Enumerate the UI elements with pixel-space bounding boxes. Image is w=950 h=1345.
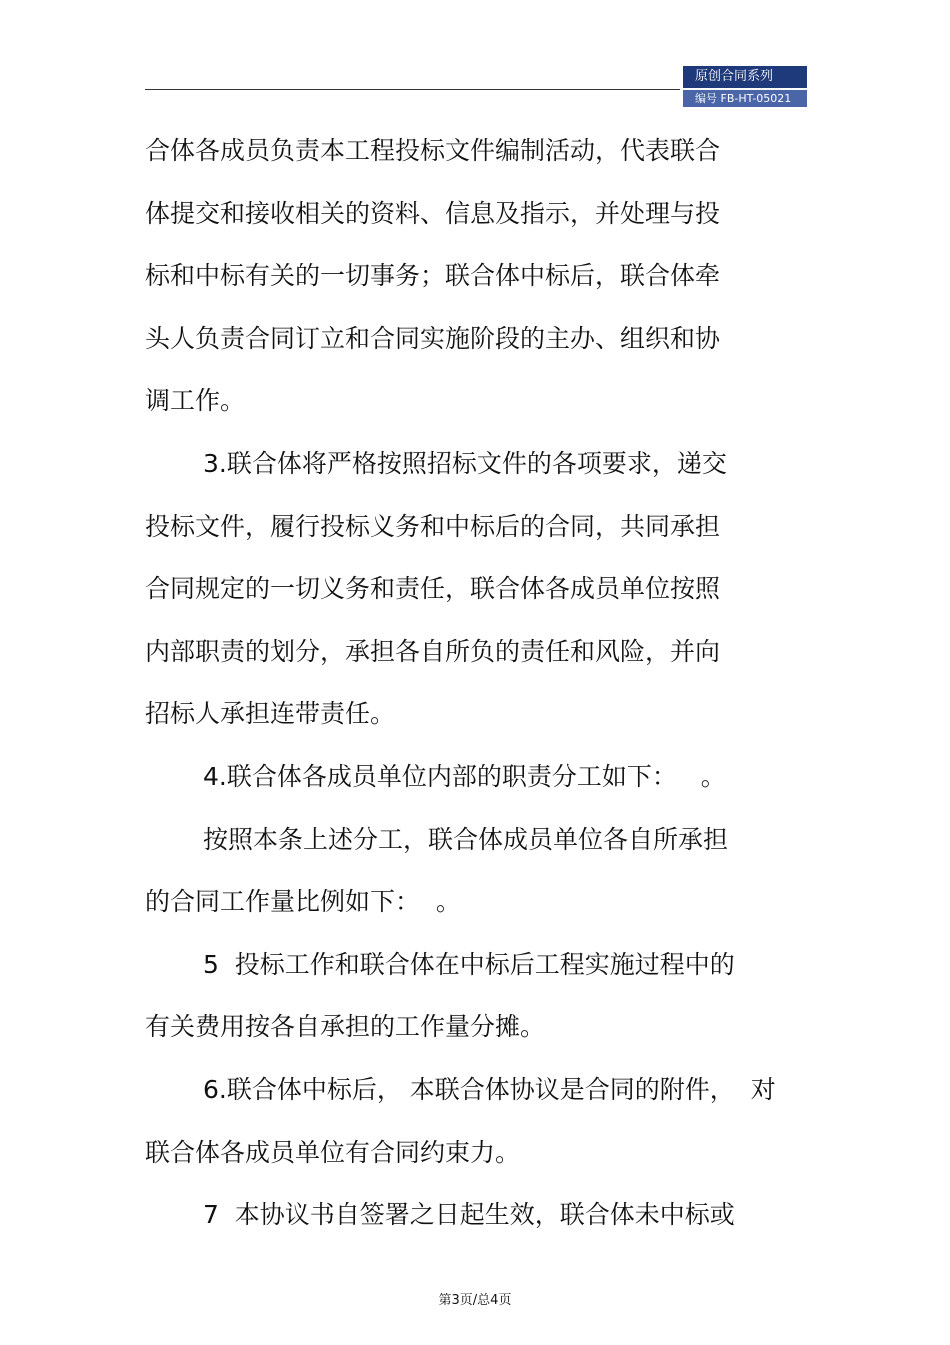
- text-line: 体提交和接收相关的资料、信息及指示，并处理与投: [145, 198, 721, 228]
- text-line: 标和中标有关的一切事务；联合体中标后，联合体牵: [145, 261, 721, 291]
- series-label: 原创合同系列: [683, 66, 807, 88]
- text-line: 5 投标工作和联合体在中标后工程实施过程中的: [203, 949, 735, 979]
- text-line: 调工作。: [145, 386, 246, 416]
- text-line: 招标人承担连带责任。: [145, 699, 396, 729]
- document-body: [145, 120, 810, 1247]
- text-line: 4.联合体各成员单位内部的职责分工如下： 。: [203, 761, 726, 791]
- text-line: 按照本条上述分工，联合体成员单位各自所承担: [203, 824, 729, 854]
- text-line: 的合同工作量比例如下： 。: [145, 887, 461, 917]
- text-line: 联合体各成员单位有合同约束力。: [145, 1137, 521, 1167]
- text-line: 合同规定的一切义务和责任，联合体各成员单位按照: [145, 574, 721, 604]
- text-line: 7 本协议书自签署之日起生效，联合体未中标或: [203, 1200, 735, 1230]
- text-line: 有关费用按各自承担的工作量分摊。: [145, 1012, 546, 1042]
- text-line: 6.联合体中标后， 本联合体协议是合同的附件， 对: [203, 1074, 776, 1104]
- text-line: 合体各成员负责本工程投标文件编制活动，代表联合: [145, 136, 721, 165]
- text-line: 头人负责合同订立和合同实施阶段的主办、组织和协: [145, 323, 721, 353]
- series-badge: [683, 66, 807, 107]
- text-line: 3.联合体将严格按照招标文件的各项要求，递交: [203, 448, 727, 478]
- page-number: 第3页/总4页: [438, 1293, 512, 1308]
- text-line: 投标文件，履行投标义务和中标后的合同，共同承担: [145, 511, 721, 541]
- header-rule: [145, 89, 680, 90]
- text-line: 内部职责的划分，承担各自所负的责任和风险，并向: [145, 636, 721, 666]
- document-code: 编号 FB-HT-05021: [683, 90, 807, 107]
